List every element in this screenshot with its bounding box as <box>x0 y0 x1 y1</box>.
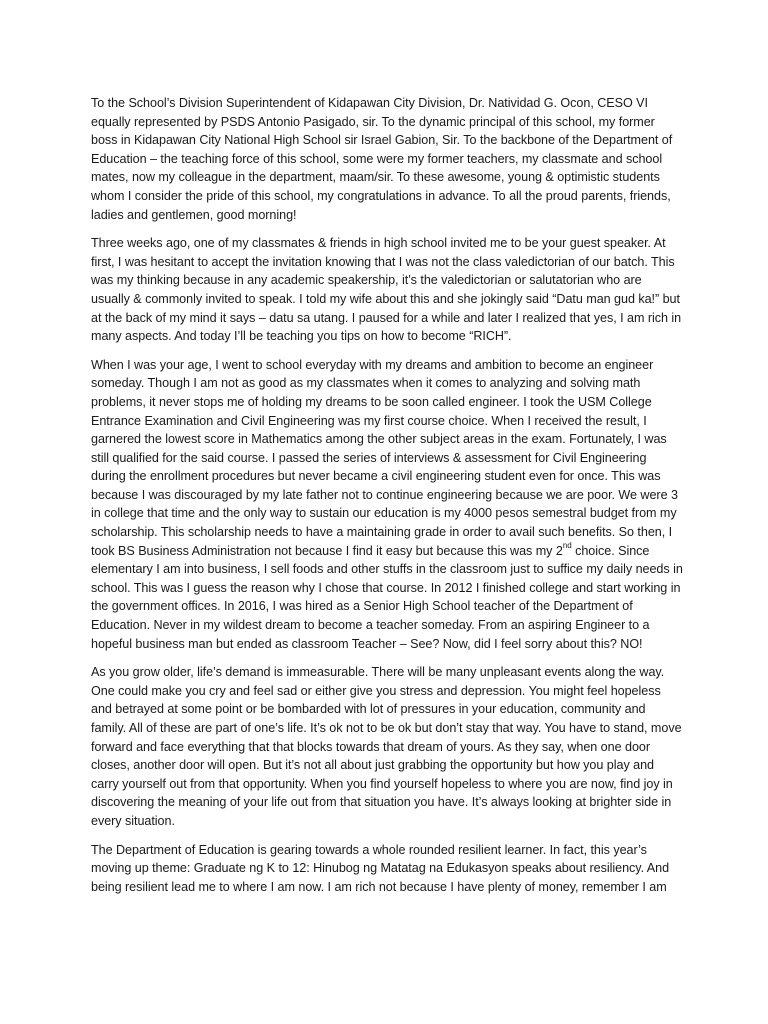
paragraph-life-advice: As you grow older, life’s demand is immeasurable. There will be many unpleasant events along the way. One could make you cry and feel sad or either give you stress and depression. You might feel hopeless and betrayed at some point or be bombarded with lot of pressures in your education, community and family. All of these are part of one’s life. It’s ok not to be ok but don’t stay that way. You have to stand, move forward and face everything that that blocks towards that dream of yours. As they say, when one door closes, another door will open. But it’s not all about just grabbing the opportunity but how you play and carry yourself out from that opportunity. When you find yourself hopeless to where you are now, find joy in discovering the meaning of your life out from that situation you have. It’s always looking at brighter side in every situation. <box>91 665 682 828</box>
paragraph-story-part1: When I was your age, I went to school everyday with my dreams and ambition to become an engineer someday. Though I am not as good as my classmates when it comes to analyzing and solving math problems, it never stops me of holding my dreams to be soon called engineer. I took the USM College Entrance Examination and Civil Engineering was my first course choice. When I received the result, I garnered the lowest score in Mathematics among the other subject areas in the exam. Fortunately, I was still qualified for the said course. I passed the series of interviews & assessment for Civil Engineering during the enrollment procedures but never became a civil engineering student even for once. This was because I was discouraged by my late father not to continue engineering because we are poor. We were 3 in college that time and the only way to sustain our education is my 4000 pesos semestral budget from my scholarship. This scholarship needs to have a maintaining grade in order to avail such benefits. So then, I took BS Business Administration not because I find it easy but because this was my 2 <box>91 357 678 558</box>
document-body <box>91 94 683 906</box>
paragraph-greeting: To the School’s Division Superintendent of Kidapawan City Division, Dr. Natividad G. Ocon, CESO VI equally represented by PSDS Antonio Pasigado, sir. To the dynamic principal of this school, my former boss in Kidapawan City National High School sir Israel Gabion, Sir. To the backbone of the Department of Education – the teaching force of this school, some were my former teachers, my classmate and school mates, now my colleague in the department, maam/sir. To these awesome, young & optimistic students whom I consider the pride of this school, my congratulations in advance. To all the proud parents, friends, ladies and gentlemen, good morning! <box>91 96 673 222</box>
paragraph-deped: The Department of Education is gearing towards a whole rounded resilient learner. In fact, this year’s moving up theme: Graduate ng K to 12: Hinubog ng Matatag na Edukasyon speaks about resiliency. And being resilient lead me to where I am now. I am rich not because I have plenty of money, remember I am <box>91 842 670 894</box>
paragraph-story-part2: choice. Since elementary I am into business, I sell foods and other stuffs in the classroom just to suffice my daily needs in school. This was I guess the reason why I chose that course. In 2012 I finished college and start working in the government offices. In 2016, I was hired as a Senior High School teacher of the Department of Education. Never in my wildest dream to become a teacher someday. From an aspiring Engineer to a hopeful business man but ended as classroom Teacher – See? Now, did I feel sorry about this? NO! <box>91 543 683 651</box>
paragraph-story <box>91 356 683 654</box>
paragraph-invitation: Three weeks ago, one of my classmates & friends in high school invited me to be your guest speaker. At first, I was hesitant to accept the invitation knowing that I was not the class valedictorian of our batch. This was my thinking because in any academic speakership, it’s the valedictorian or salutatorian who are usually & commonly invited to speak. I told my wife about this and she jokingly said “Datu man gud ka!” but at the back of my mind it says – datu sa utang. I paused for a while and later I realized that yes, I am rich in many aspects. And today I’ll be teaching you tips on how to become “RICH”. <box>91 236 682 344</box>
ordinal-superscript: nd <box>562 541 572 551</box>
